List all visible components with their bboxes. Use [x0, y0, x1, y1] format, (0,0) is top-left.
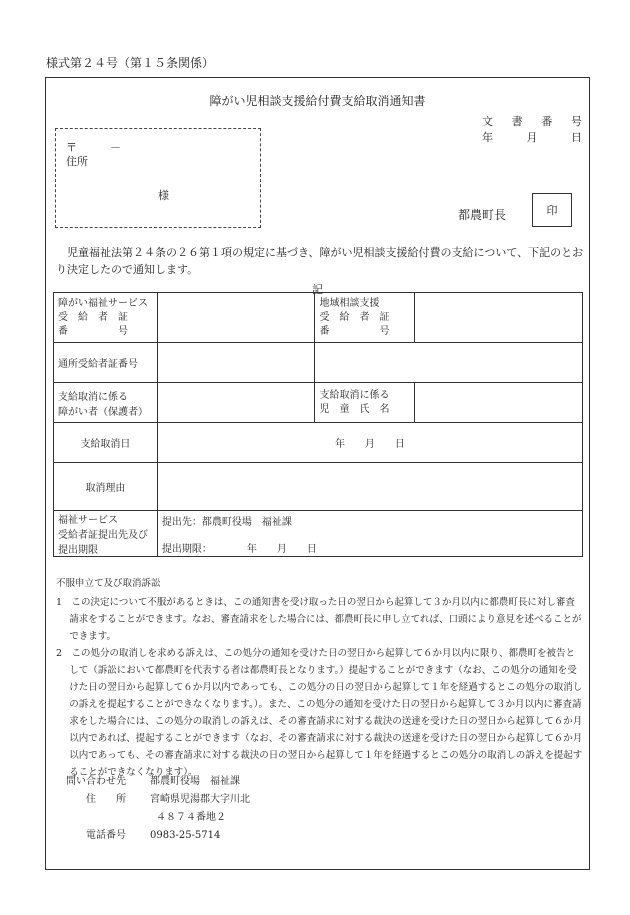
- blank-cell: [315, 343, 583, 383]
- guardian-label: 支給取消に係る 障がい者（保護者）: [54, 383, 158, 423]
- service-cert-number-field[interactable]: [157, 293, 315, 343]
- contact-value: 都農町役場 福祉課: [150, 776, 240, 787]
- phone-value: 0983-25-5714: [150, 830, 221, 841]
- service-cert-label: 障がい福祉サービス 受 給 者 証 番 号: [54, 293, 158, 343]
- address-label: 住 所: [86, 794, 126, 805]
- ki-label: 記: [312, 283, 323, 296]
- contact-label: 問い合わせ先: [66, 776, 126, 787]
- date-label: 年 月 日: [482, 131, 582, 144]
- table-row: [54, 383, 583, 423]
- child-name-field[interactable]: [415, 383, 583, 423]
- cancel-date-label: 支給取消日: [54, 423, 158, 463]
- table-row: [54, 293, 583, 343]
- zip-label: 〒 －: [66, 141, 121, 154]
- address-label: 住所: [66, 155, 88, 168]
- note-item-1: 1 この決定について不服があるときは、この通知書を受け取った日の翌日から起算して３か月以内に都農町長に対し審査請求をすることができます。なお、審査請求をした場合には、都農町長に申し立てれば、口頭により意見を述べることができます。: [56, 597, 582, 642]
- contact-block: [66, 773, 250, 845]
- submission-deadline: 提出期限： 年 月 日: [161, 543, 317, 555]
- day-service-cert-label: 通所受給者証番号: [54, 343, 158, 383]
- document-frame: [45, 77, 590, 870]
- guardian-field[interactable]: [157, 383, 315, 423]
- cancel-date-field[interactable]: 年 月 日: [157, 423, 582, 463]
- community-cert-label: 地域相談支援 受 給 者 証 番 号: [315, 293, 415, 343]
- phone-label: 電話番号: [86, 830, 126, 841]
- page-title: 障がい児相談支援給付費支給取消通知書: [209, 94, 426, 108]
- cancel-reason-field[interactable]: [157, 463, 582, 511]
- submission-label: 福祉サービス 受給者証提出先及び 提出期限: [54, 511, 158, 557]
- body-text: 児童福祉法第２４条の２６第１項の規定に基づき、障がい児相談支援給付費の支給について、下記のとおり決定したので通知します。: [56, 246, 584, 276]
- seal-box: 印: [532, 193, 572, 227]
- honorific-label: 様: [158, 189, 169, 202]
- table-row: [54, 423, 583, 463]
- address-value-2: ４８７４番地２: [156, 812, 226, 823]
- address-box: [55, 128, 261, 228]
- cancel-reason-label: 取消理由: [54, 463, 158, 511]
- address-value: 宮崎県児湯郡大字川北: [150, 794, 250, 805]
- table-row: [54, 511, 583, 557]
- submission-destination: 提出先：都農町役場 福祉課: [161, 516, 292, 528]
- doc-number-label: 文 書 番 号: [482, 115, 582, 128]
- submission-field: [157, 511, 582, 557]
- note-item-2: 2 この処分の取消しを求める訴えは、この処分の通知を受けた日の翌日から起算して６か月以内に限り、都農町を被告として（訴訟において都農町を代表する者は都農町長となります。）提起することができます（なお、この処分の通知を受けた日の翌日から起算して６か月以内であっても、この処分の日の翌日から起算して１年を経過するとこの処分の取消しの訴えを提起することができなくなります。）。また、この処分の通知を受けた日の翌日から起算して３か月以内に審査請求をした場合には、この処分の取消しの訴えは、その審査請求に対する裁決の送達を受けた日の翌日から起算して６か月以内であれば、提起することができます（なお、その審査請求に対する裁決の送達を受けた日の翌日から起算して６か月以内であっても、その審査請求に対する裁決の日の翌日から起算して１年を経過するとこの処分の取消しの訴えを提起することができなくなります）。: [56, 648, 583, 778]
- doc-number-block: [482, 114, 582, 146]
- table-row: [54, 343, 583, 383]
- mayor-label: 都農町長: [458, 208, 507, 222]
- info-table: [53, 292, 583, 557]
- table-row: [54, 463, 583, 511]
- notes-heading: 不服申立て及び取消訴訟: [56, 578, 161, 589]
- day-service-cert-number-field[interactable]: [157, 343, 315, 383]
- appeal-notes: [56, 575, 584, 781]
- community-cert-number-field[interactable]: [415, 293, 583, 343]
- form-number: 様式第２４号（第１５条関係）: [46, 56, 215, 70]
- child-name-label: 支給取消に係る 児 童 氏 名: [315, 383, 415, 423]
